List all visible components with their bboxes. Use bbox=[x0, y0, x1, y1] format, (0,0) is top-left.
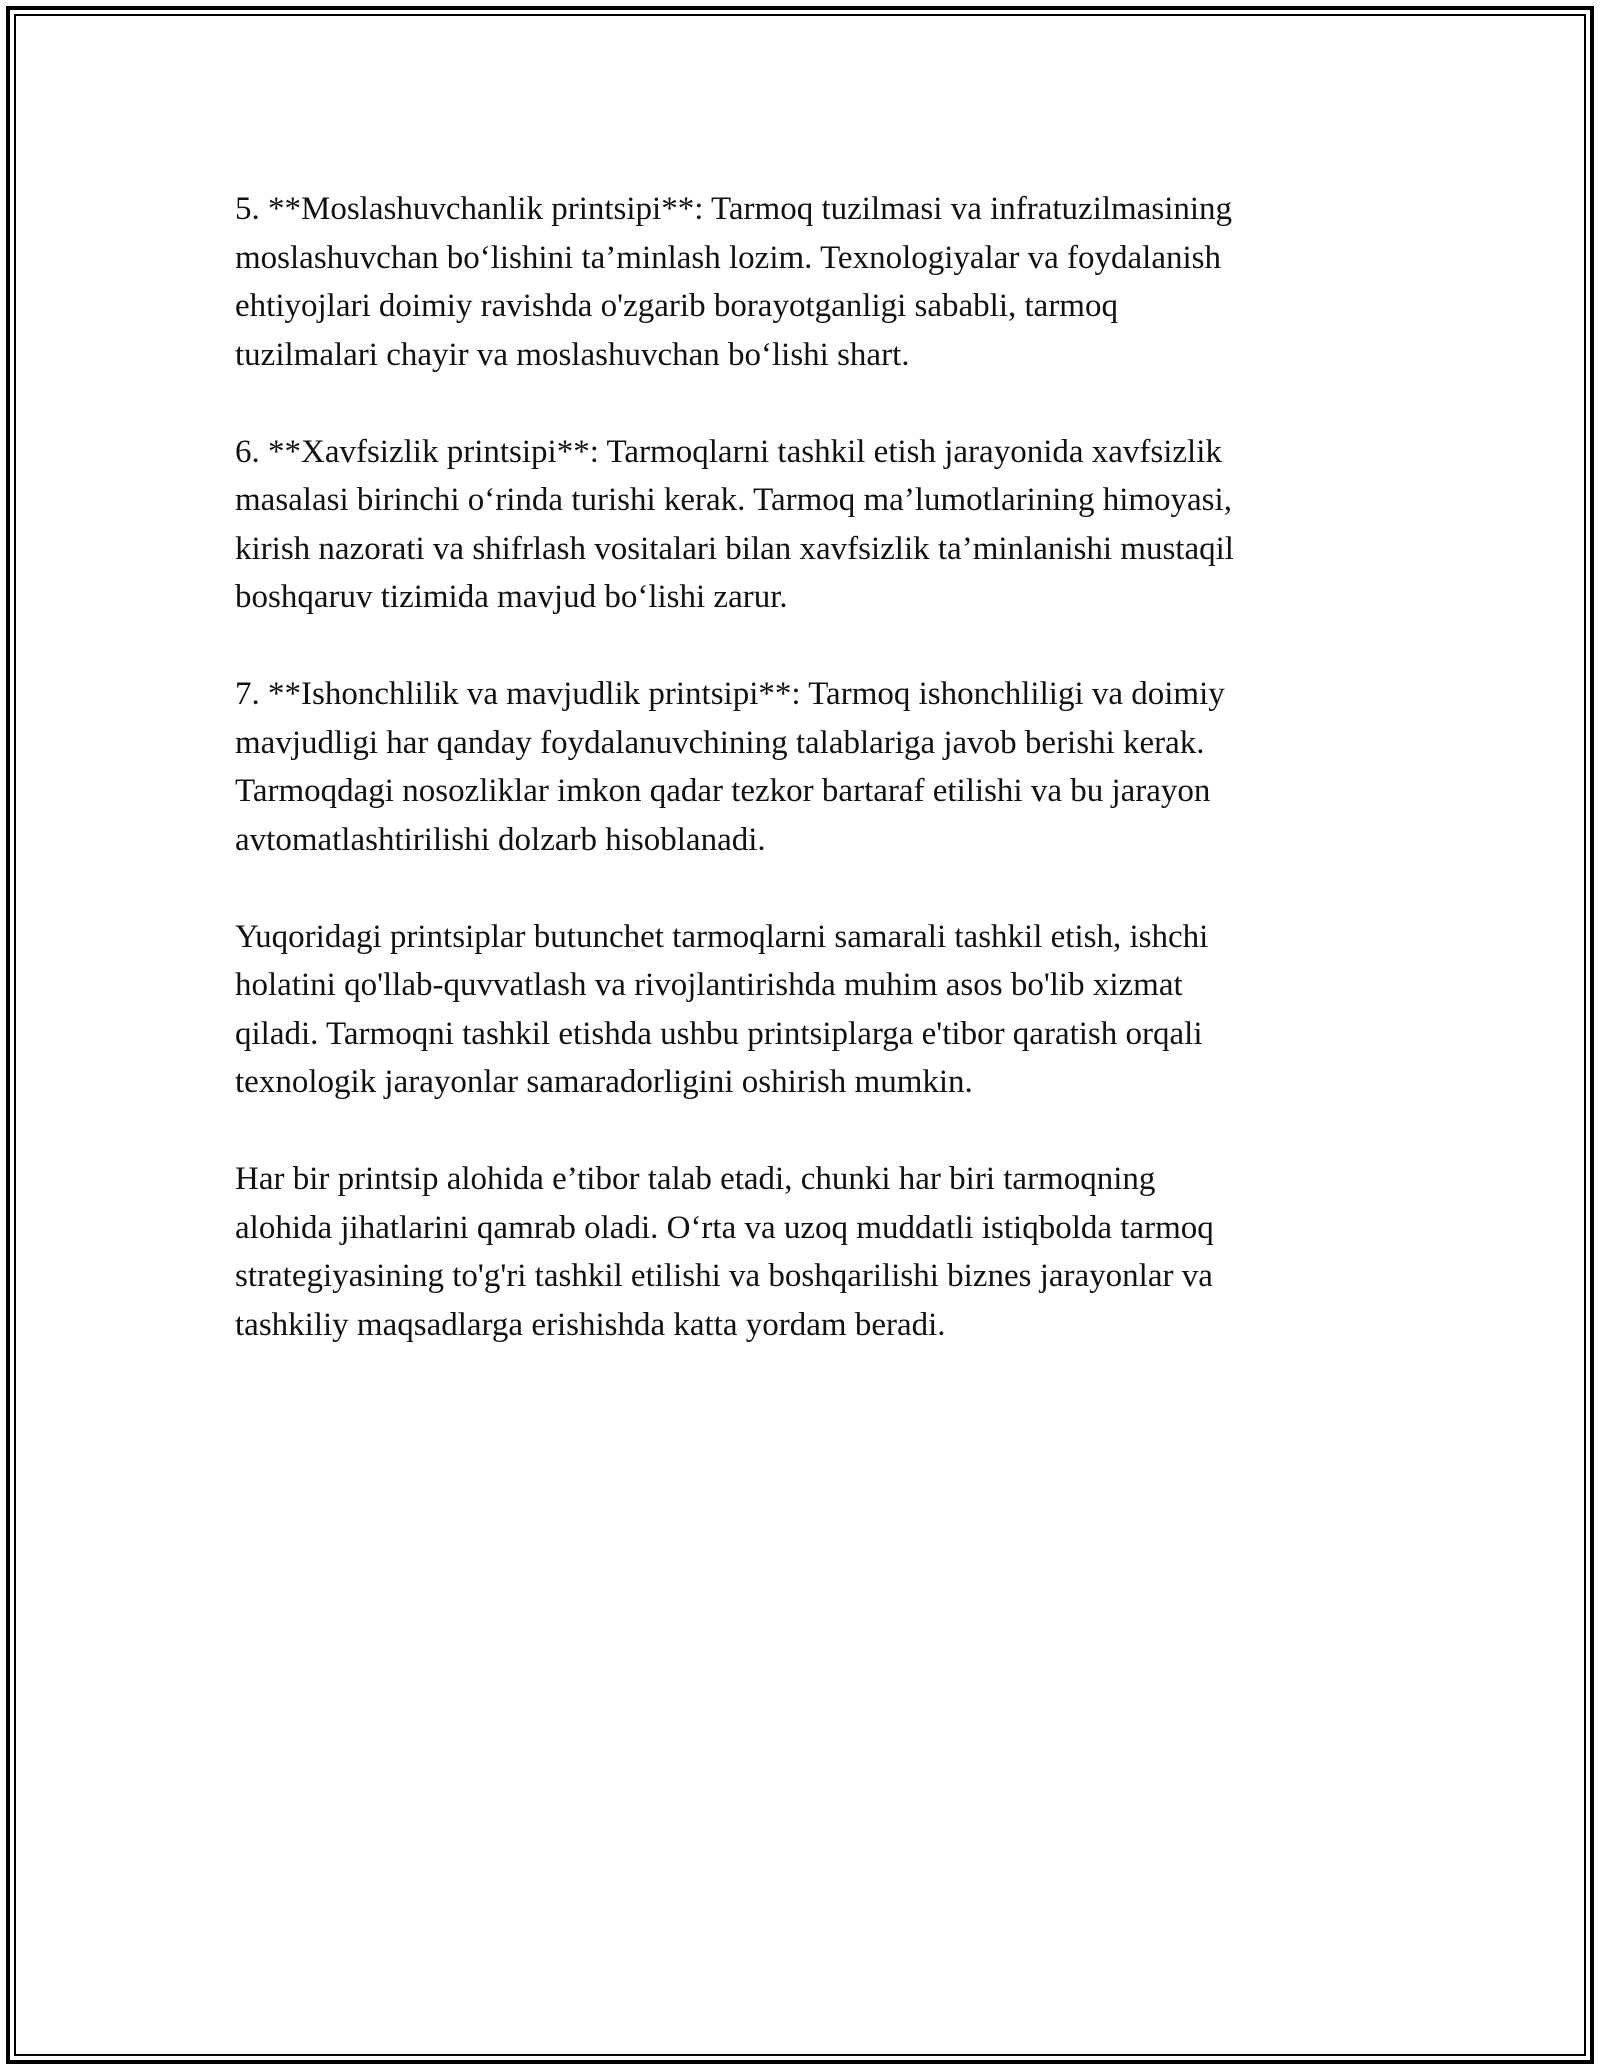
paragraph-conclusion: Har bir printsip alohida e’tibor talab etadi, chunki har biri tarmoqning alohida jihatlarini qamrab oladi. O‘rta va uzoq muddatli istiqbolda tarmoq strategiyasining to'g'ri tashkil etilishi va boshqarilishi biznes jarayonlar va tashkiliy maqsadlarga erishishda katta yordam beradi. bbox=[235, 1161, 1214, 1343]
paragraph-summary: Yuqoridagi printsiplar butunchet tarmoqlarni samarali tashkil etish, ishchi holatini qo'llab-quvvatlash va rivojlantirishda muhim asos bo'lib xizmat qiladi. Tarmoqni tashkil etishda ushbu printsiplarga e'tibor qaratish orqali texnologik jarayonlar samaradorligini oshirish mumkin. bbox=[235, 918, 1209, 1100]
paragraph-flexibility-principle: 5. **Moslashuvchanlik printsipi**: Tarmoq tuzilmasi va infratuzilmasining moslashuvchan bo‘lishini ta’minlash lozim. Texnologiyalar va foydalanish ehtiyojlari doimiy ravishda o'zgarib borayotganligi sababli, tarmoq tuzilmalari chayir va moslashuvchan bo‘lishi shart. bbox=[235, 191, 1233, 373]
document-body bbox=[235, 185, 1365, 1398]
paragraph-security-principle: 6. **Xavfsizlik printsipi**: Tarmoqlarni tashkil etish jarayonida xavfsizlik masalasi birinchi o‘rinda turishi kerak. Tarmoq ma’lumotlarining himoyasi, kirish nazorati va shifrlash vositalari bilan xavfsizlik ta’minlanishi mustaqil boshqaruv tizimida mavjud bo‘lishi zarur. bbox=[235, 433, 1234, 615]
paragraph-reliability-principle: 7. **Ishonchlilik va mavjudlik printsipi**: Tarmoq ishonchliligi va doimiy mavjudligi har qanday foydalanuvchining talablariga javob berishi kerak. Tarmoqdagi nosozliklar imkon qadar tezkor bartaraf etilishi va bu jarayon avtomatlashtirilishi dolzarb hisoblanadi. bbox=[235, 676, 1225, 858]
